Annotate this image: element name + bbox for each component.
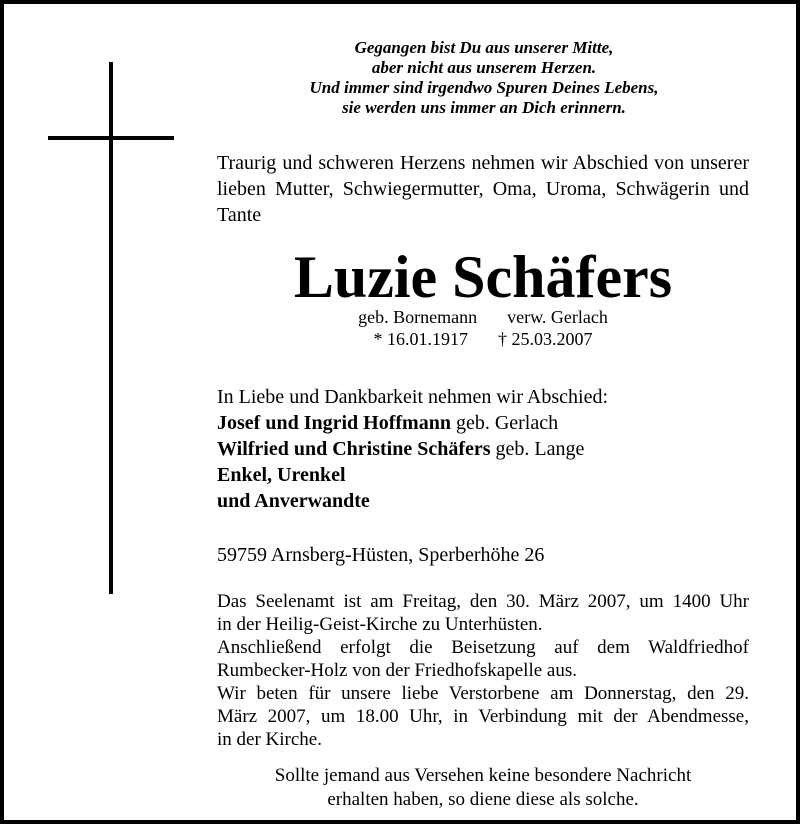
service-line: März 2007, um 18.00 Uhr, in Verbindung mit der Abendmesse, xyxy=(217,706,749,727)
service-line: Anschließend erfolgt die Beisetzung auf dem Waldfriedhof xyxy=(217,637,749,658)
footer-line: Sollte jemand aus Versehen keine besondere Nachricht xyxy=(274,765,692,786)
cross-icon-bar xyxy=(48,136,174,140)
death-date: † 25.03.2007 xyxy=(498,329,593,349)
cross-icon xyxy=(109,62,113,594)
mourner-family xyxy=(217,410,777,436)
footer-line: erhalten haben, so diene diese als solche. xyxy=(327,789,639,810)
deceased-details xyxy=(217,306,749,350)
poem-line: Gegangen bist Du aus unserer Mitte, xyxy=(354,38,614,57)
mourner-family xyxy=(217,436,777,462)
intro-text: Traurig und schweren Herzens nehmen wir Abschied von unserer lieben Mutter, Schwiegermutter, Oma, Uroma, Schwägerin und Tante xyxy=(217,152,749,226)
address: 59759 Arnsberg-Hüsten, Sperberhöhe 26 xyxy=(217,544,545,566)
mourner-family-note: geb. Lange xyxy=(490,438,585,460)
poem-line: Und immer sind irgendwo Spuren Deines Lebens, xyxy=(309,78,659,97)
service-info xyxy=(217,590,749,751)
service-line: Das Seelenamt ist am Freitag, den 30. März 2007, um 1400 Uhr xyxy=(217,591,749,612)
mourner-relatives: und Anverwandte xyxy=(217,490,370,512)
service-line: Wir beten für unsere liebe Verstorbene am Donnerstag, den 29. xyxy=(217,683,749,704)
mourner-grandchildren: Enkel, Urenkel xyxy=(217,464,346,486)
deceased-name: Luzie Schäfers xyxy=(293,244,673,310)
service-line: in der Heilig-Geist-Kirche zu Unterhüsten. xyxy=(217,614,543,635)
service-line: Rumbecker-Holz von der Friedhofskapelle aus. xyxy=(217,660,577,681)
poem xyxy=(164,38,800,118)
mourners xyxy=(217,384,777,514)
mourner-family-note: geb. Gerlach xyxy=(450,412,559,434)
mourners-intro: In Liebe und Dankbarkeit nehmen wir Abschied: xyxy=(217,386,608,408)
poem-line: sie werden uns immer an Dich erinnern. xyxy=(342,98,626,117)
poem-line: aber nicht aus unserem Herzen. xyxy=(371,58,597,77)
birth-date: * 16.01.1917 xyxy=(373,329,468,349)
service-line: in der Kirche. xyxy=(217,729,322,750)
footer-note xyxy=(217,764,749,812)
mourner-family-name: Wilfried und Christine Schäfers xyxy=(217,438,491,460)
maiden-name: geb. Bornemann xyxy=(358,307,478,327)
widowed-name: verw. Gerlach xyxy=(507,307,608,327)
mourner-family-name: Josef und Ingrid Hoffmann xyxy=(217,412,451,434)
